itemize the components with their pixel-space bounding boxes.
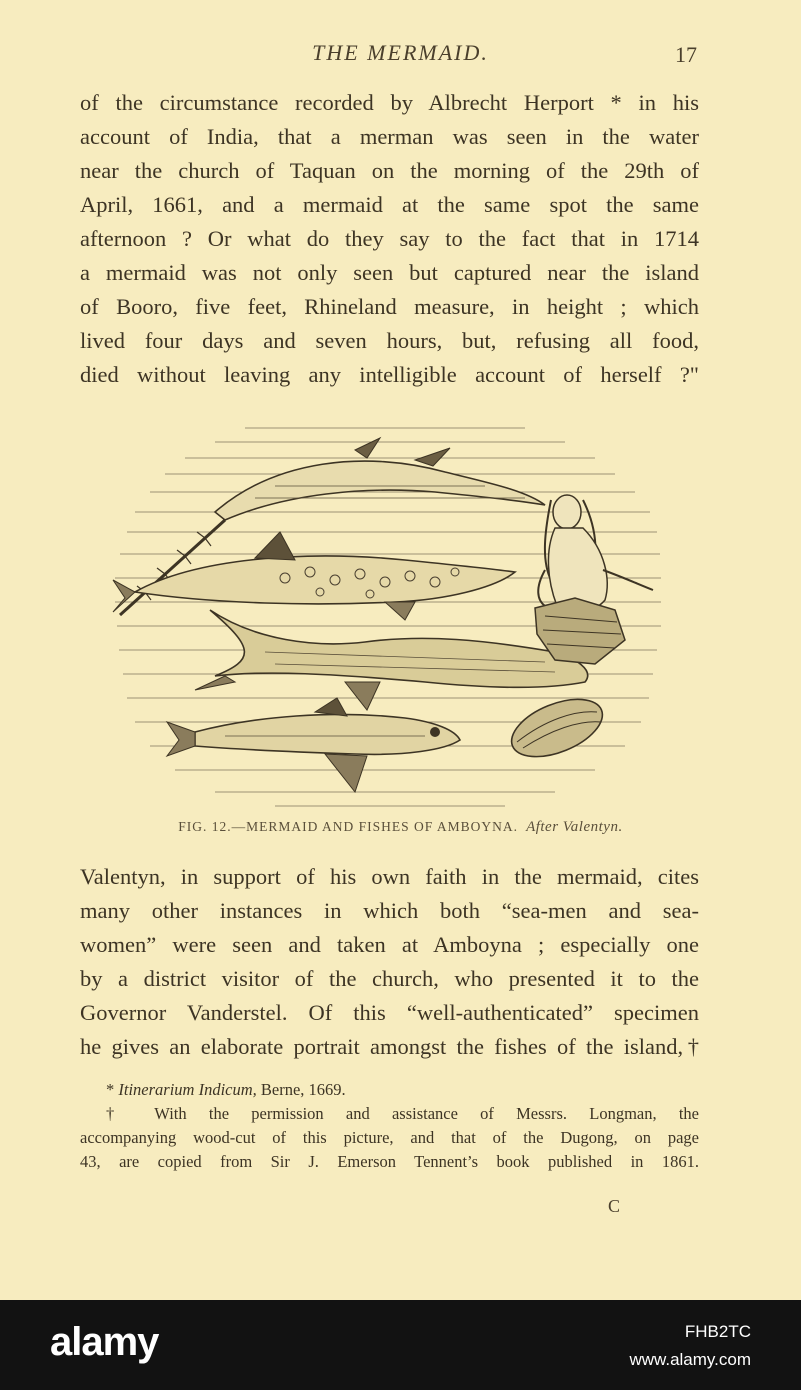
text-line: of the circumstance recorded by Albrecht Herport * in his bbox=[80, 90, 699, 115]
text-line: April, 1661, and a mermaid at the same spot the same bbox=[80, 192, 699, 217]
mermaid-illustration bbox=[535, 495, 653, 664]
running-head bbox=[0, 40, 801, 70]
caption-text: FIG. 12.—MERMAID AND FISHES OF AMBOYNA. bbox=[178, 819, 519, 834]
alamy-logo: alamy bbox=[50, 1320, 159, 1364]
running-title: THE MERMAID. bbox=[312, 40, 489, 65]
eel-illustration bbox=[195, 610, 588, 710]
footnotes bbox=[80, 1078, 699, 1174]
text-line: women” were seen and taken at Amboyna ; especially one bbox=[80, 932, 699, 957]
footnote-1 bbox=[80, 1078, 699, 1102]
watermark-url: www.alamy.com bbox=[629, 1350, 751, 1369]
paragraph-1 bbox=[80, 86, 699, 392]
text-line: near the church of Taquan on the morning of the 29th of bbox=[80, 158, 699, 183]
woodcut-illustration bbox=[105, 420, 665, 812]
text-line: a mermaid was not only seen but captured near the island bbox=[80, 260, 699, 285]
paragraph-2 bbox=[80, 860, 699, 1064]
footnote-2-line: accompanying wood-cut of this picture, and that of the Dugong, on page bbox=[80, 1128, 699, 1147]
text-line: account of India, that a merman was seen in the water bbox=[80, 124, 699, 149]
lower-fish-illustration bbox=[167, 698, 460, 792]
text-line: afternoon ? Or what do they say to the fact that in 1714 bbox=[80, 226, 699, 251]
text-line: Valentyn, in support of his own faith in the mermaid, cites bbox=[80, 864, 699, 889]
text-line: by a district visitor of the church, who presented it to the bbox=[80, 966, 699, 991]
woodcut-svg bbox=[105, 420, 665, 812]
image-id: FHB2TC bbox=[684, 1322, 751, 1341]
text-line: lived four days and seven hours, but, refusing all food, bbox=[80, 328, 699, 353]
footnote-2-line: 43, are copied from Sir J. Emerson Tennent’s book published in 1861. bbox=[80, 1152, 699, 1171]
watermark-bar bbox=[0, 1300, 801, 1390]
footnote-2-line: † With the permission and assistance of Messrs. Longman, the bbox=[106, 1104, 699, 1123]
shell-fish-illustration bbox=[504, 688, 611, 768]
signature-mark: C bbox=[608, 1196, 621, 1216]
text-line: Governor Vanderstel. Of this “well-authenticated” specimen bbox=[80, 1000, 699, 1025]
footnote-marker: * bbox=[106, 1080, 115, 1099]
figure-caption bbox=[0, 819, 801, 836]
page-number: 17 bbox=[675, 42, 697, 67]
text-line: he gives an elaborate portrait amongst the fishes of the island,† bbox=[80, 1034, 699, 1059]
text-line: of Booro, five feet, Rhineland measure, in height ; which bbox=[80, 294, 699, 319]
text-line: died without leaving any intelligible account of herself ?" bbox=[80, 362, 699, 387]
footnote-text: Berne, 1669. bbox=[260, 1080, 346, 1099]
spotted-shark-illustration bbox=[113, 532, 515, 620]
text-line: many other instances in which both “sea-men and sea- bbox=[80, 898, 699, 923]
caption-credit: After Valentyn. bbox=[526, 819, 623, 835]
footnote-title: Itinerarium Indicum, bbox=[118, 1080, 257, 1099]
